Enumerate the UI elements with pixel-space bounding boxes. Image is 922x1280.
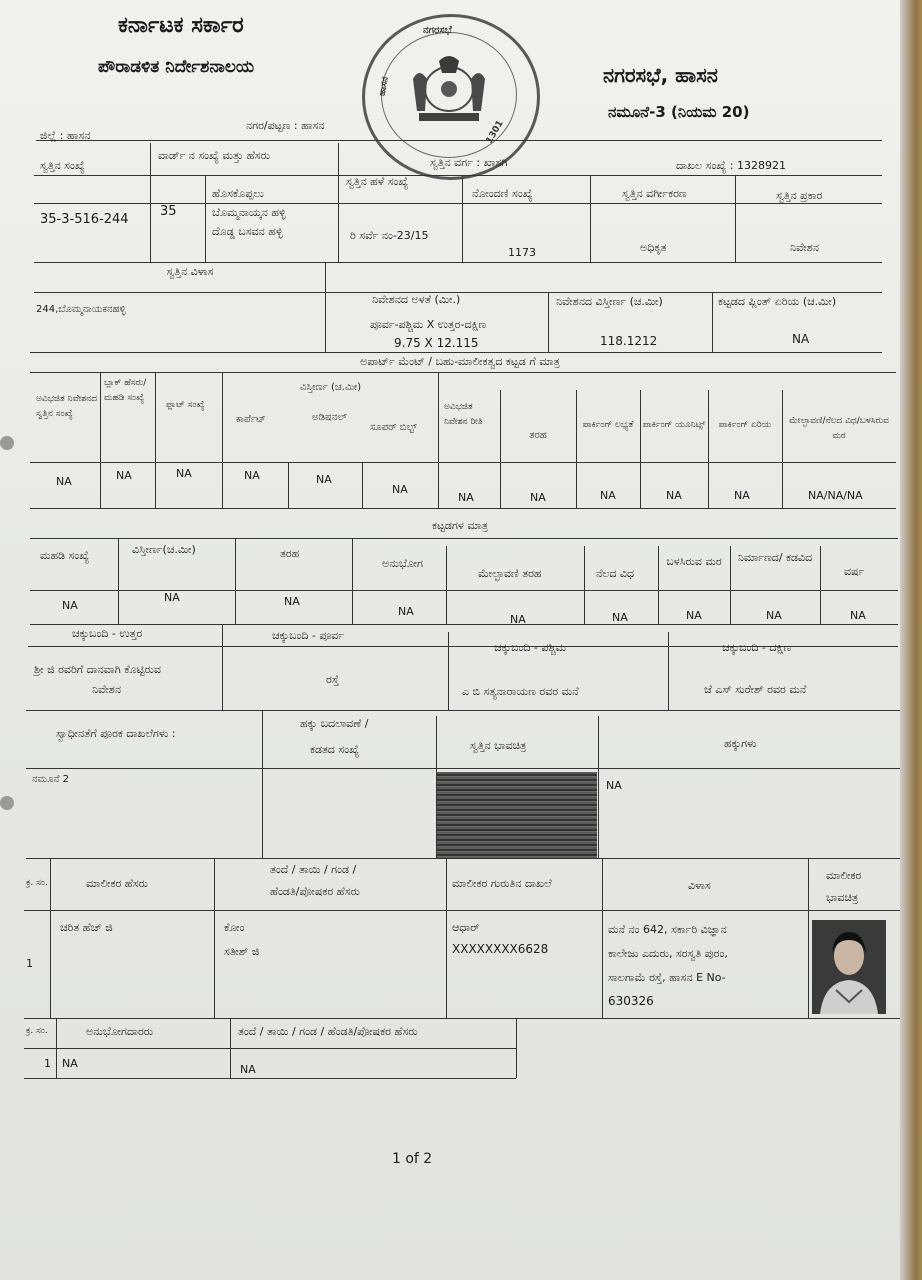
- paper-stack-edge: [900, 0, 922, 1280]
- apt-val-10: NA: [734, 489, 750, 502]
- address-header: ಸ್ವತ್ತಿನ ವಿಳಾಸ: [166, 265, 214, 278]
- apt-h-roof-floor-wood: ಮೇಲ್ಛಾವಣಿ/ನೆಲದ ವಿಧ/ಬಳಸಿರುವ ಮರ: [789, 416, 889, 441]
- bld-val-5: NA: [612, 611, 628, 624]
- prop-bottom-line: [34, 262, 882, 263]
- apartment-bottom-line: [30, 508, 896, 509]
- occupant-name: NA: [62, 1057, 78, 1070]
- docs-header-line: [26, 768, 900, 769]
- prop-header-line: [34, 175, 882, 176]
- property-class-label: ಸ್ವತ್ತಿನ ವರ್ಗ : ಖಾಸಗಿ: [430, 156, 508, 169]
- seal-side-text: ಹಾಸನ: [377, 76, 391, 97]
- bld-val-3: NA: [398, 605, 414, 618]
- bld-val-6: NA: [686, 609, 702, 622]
- bld-h-floor: ಮಹಡಿ ಸಂಖ್ಯೆ: [40, 549, 90, 562]
- bld-val-7: NA: [766, 609, 782, 622]
- property-photo-header: ಸ್ವತ್ತಿನ ಭಾವಚಿತ್ರ: [470, 739, 527, 752]
- page-number: 1 of 2: [392, 1151, 433, 1167]
- property-number: 35-3-516-244: [40, 212, 129, 227]
- plinth-area: NA: [792, 332, 810, 346]
- occupant-sno: 1: [44, 1057, 51, 1070]
- binder-hole-bottom: [0, 796, 14, 810]
- apt-val-2: NA: [176, 467, 192, 480]
- apt-val-1: NA: [116, 469, 132, 482]
- kind-header: ಸ್ವತ್ತಿನ ಪ್ರಕಾರ: [776, 189, 823, 202]
- supporting-document: ನಮೂನೆ 2: [32, 774, 69, 785]
- docs-bottom-line: [26, 858, 900, 859]
- ward-number: 35: [160, 204, 177, 219]
- ward-name-2: ಬೊಮ್ಮನಾಯ್ಕನ ಹಳ್ಳಿ: [212, 206, 286, 219]
- apt-h-carpet: ಕಾರ್ಪೆಟ್: [236, 414, 266, 425]
- ward-header: ವಾರ್ಡ್ ನ ಸಂಖ್ಯೆ ಮತ್ತು ಹೆಸರು: [158, 149, 270, 162]
- owner-relation-name: ಸತೀಶ್ ಜಿ: [224, 945, 260, 958]
- north-boundary-1: ಶ್ರೀ ಜಿ ರವರಿಗೆ ದಾನವಾಗಿ ಕೊಟ್ಟಿರುವ: [34, 663, 161, 676]
- east-boundary: ರಸ್ತೆ: [326, 673, 340, 686]
- boundary-bottom-line: [26, 710, 900, 711]
- occupant-header-line: [24, 1048, 516, 1049]
- ward-name-3: ದೊಡ್ಡ ಬಸವನ ಹಳ್ಳಿ: [212, 225, 283, 238]
- building-bottom-line: [30, 624, 898, 625]
- owner-portrait-icon: [812, 920, 886, 1014]
- building-top-line: [30, 538, 898, 539]
- apt-h-area-group: ವಿಸ್ತೀರ್ಣ (ಚ.ಮೀ): [300, 382, 362, 393]
- dimension-header: ನಿವೇಶನದ ಅಳತೆ (ಮೀ.): [372, 293, 461, 306]
- north-label: ಚಕ್ಕುಬಂದಿ - ಉತ್ತರ: [72, 627, 143, 640]
- occupant-relation-header: ತಂದೆ / ತಾಯಿ / ಗಂಡ / ಹೆಂಡತಿ/ಪೋಷಕರ ಹೆಸರು: [238, 1025, 418, 1038]
- seal-top-text: ನಗರಸಭೆ: [423, 25, 452, 36]
- bld-h-year: ವರ್ಷ: [844, 565, 865, 578]
- site-bottom-line: [30, 352, 882, 353]
- meta-top-line: [36, 140, 882, 141]
- city-label: ನಗರ/ಪಟ್ಟಣ : ಹಾಸನ: [246, 119, 325, 132]
- govt-title: ಕರ್ನಾಟಕ ಸರ್ಕಾರ: [118, 13, 244, 38]
- apt-val-7: NA: [530, 491, 546, 504]
- south-label: ಚಕ್ಕುಬಂದಿ - ದಕ್ಷಿಣ: [722, 641, 792, 654]
- state-emblem-icon: [399, 49, 499, 129]
- owner-address-4: 630326: [608, 994, 654, 1008]
- bld-h-roof: ಮೇಲ್ಛಾವಣಿ ತರಹ: [478, 567, 542, 580]
- site-dimension: 9.75 X 12.115: [394, 336, 479, 350]
- bld-h-floor-type: ನೆಲದ ವಿಧ: [596, 567, 635, 580]
- apartment-top-line: [30, 372, 896, 373]
- owner-id-number: XXXXXXXX6628: [452, 942, 549, 956]
- occupant-relation: NA: [240, 1063, 256, 1076]
- site-address: 244,ಬೊಮ್ಮನಾಯಕನಹಳ್ಳಿ: [36, 304, 126, 315]
- reg-no-header: ನೋಂದಣಿ ಸಂಖ್ಯೆ: [472, 187, 533, 200]
- bld-h-type: ತರಹ: [280, 547, 300, 560]
- owner-id-header: ಮಾಲೀಕರ ಗುರುತಿನ ದಾಖಲೆ: [452, 877, 552, 890]
- dimension-direction-label: ಪೂರ್ವ-ಪಶ್ಚಿಮ X ಉತ್ತರ-ದಕ್ಷಿಣ: [370, 318, 487, 331]
- apt-val-5: NA: [392, 483, 408, 496]
- owner-header-line: [24, 910, 906, 911]
- south-boundary: ಜೆ ಎಸ್ ಸುರೇಶ್ ರವರ ಮನೆ: [704, 683, 807, 696]
- owner-address-3: ಸಾಲಗಾಮೆ ರಸ್ತೆ, ಹಾಸನ E No-: [608, 971, 726, 984]
- property-kind: ನಿವೇಶನ: [790, 241, 819, 254]
- west-boundary: ಎ ಬಿ ಸತ್ಯನಾರಾಯಣ ರವರ ಮನೆ: [462, 685, 579, 698]
- old-no-header: ಸ್ವತ್ತಿನ ಹಳೆ ಸಂಖ್ಯೆ: [346, 175, 409, 188]
- owner-name-header: ಮಾಲೀಕರ ಹೆಸರು: [86, 877, 149, 890]
- apt-h-additional: ಅಡಿಷನಲ್: [312, 412, 347, 423]
- apt-val-0: NA: [56, 475, 72, 488]
- seal-bottom-text: 1301: [484, 118, 506, 146]
- binder-hole-top: [0, 436, 14, 450]
- north-boundary-2: ನಿವೇಶನ: [92, 683, 121, 696]
- owner-id-type: ಆಧಾರ್: [452, 921, 480, 934]
- rights-header: ಹಕ್ಕುಗಳು: [724, 737, 757, 750]
- transfer-header-2: ಕಡತದ ಸಂಖ್ಯೆ: [310, 743, 360, 756]
- bld-h-area: ವಿಸ್ತೀರ್ಣ(ಚ.ಮೀ): [132, 543, 196, 556]
- directorate-title: ಪೌರಾಡಳಿತ ನಿರ್ದೇಶನಾಲಯ: [98, 57, 255, 77]
- apartment-header-line: [30, 462, 896, 463]
- owner-relation-header-2: ಹೆಂಡತಿ/ಪೋಷಕರ ಹೆಸರು: [270, 885, 360, 898]
- bld-val-0: NA: [62, 599, 78, 612]
- bld-h-construction: ನಿರ್ಮಾಣದ/ ಕಡವಿದ: [737, 551, 813, 564]
- apt-h-type: ತರಹ: [529, 430, 547, 441]
- category-header: ಸ್ವತ್ತಿನ ವರ್ಗೀಕರಣ: [622, 187, 687, 200]
- property-photo: [437, 772, 597, 858]
- apt-h-undivided-type: ಅವಿಭಜಿತ ನಿವೇಶನ ರೀತಿ: [444, 402, 483, 427]
- bld-val-4: NA: [510, 613, 526, 626]
- transfer-header-1: ಹಕ್ಕು ಬದಲಾವಣೆ /: [300, 717, 369, 730]
- owner-address-header: ವಿಳಾಸ: [688, 879, 711, 892]
- building-section-title: ಕಟ್ಟಡಗಳ ಮಾತ್ರ: [432, 519, 488, 532]
- apt-h-flat: ಫ್ಲಾಟ್ ಸಂಖ್ಯೆ: [166, 400, 205, 410]
- owner-bottom-line: [24, 1018, 906, 1019]
- owner-sno-header: ಕ್ರ. ಸಂ.: [26, 878, 48, 888]
- apt-h-parking-area: ಪಾರ್ಕಿಂಗ್ ಏರಿಯ: [718, 420, 772, 430]
- property-no-header: ಸ್ವತ್ತಿನ ಸಂಖ್ಯೆ: [40, 159, 85, 172]
- owner-relation-type: ಕೋಂ: [224, 921, 245, 934]
- apt-h-super-built: ಸೂಪರ್ ಬಿಲ್ಟ್: [370, 422, 417, 433]
- owner-photo-header-2: ಭಾವಚಿತ್ರ: [826, 891, 859, 904]
- apt-val-8: NA: [600, 489, 616, 502]
- occupant-sno-header: ಕ್ರ. ಸಂ.: [26, 1026, 48, 1036]
- old-number: ರಿ ಸರ್ವೆ ನಂ-23/15: [350, 229, 429, 242]
- application-number: ದಾಖಲ ಸಂಖ್ಯೆ : 1328921: [676, 159, 786, 172]
- apt-val-9: NA: [666, 489, 682, 502]
- owner-relation-header-1: ತಂದೆ / ತಾಯಿ / ಗಂಡ /: [270, 863, 357, 876]
- owner-photo-header-1: ಮಾಲೀಕರ: [826, 869, 862, 882]
- property-category: ಅಧಿಕೃತ: [640, 241, 667, 254]
- plinth-header: ಕಟ್ಟಡದ ಪ್ಲಿಂತ್ ಏರಿಯ (ಚ.ಮೀ): [718, 295, 837, 308]
- occupant-name-header: ಅನುಭೋಗದಾರರು: [86, 1025, 154, 1038]
- owner-photo: [812, 920, 886, 1014]
- west-label: ಚಕ್ಕುಬಂದಿ - ಪಶ್ಚಿಮ: [494, 641, 567, 654]
- owner-name: ಚರಿತ ಹೆಚ್ ಜಿ: [60, 921, 113, 934]
- building-header-line: [30, 590, 898, 591]
- apt-h-parking-units: ಪಾರ್ಕಿಂಗ್ ಯೂನಿಟ್ಸ್: [642, 420, 706, 430]
- bld-h-wood: ಬಳಸಿರುವ ಮರ: [666, 555, 722, 568]
- ward-name-1: ಹೊಸಕೊಪ್ಪಲು: [212, 187, 264, 200]
- apt-h-block: ಬ್ಲಾಕ್ ಹೆಸರು/ ಮಹಡಿ ಸಂಖ್ಯೆ: [104, 378, 147, 403]
- apt-val-6: NA: [458, 491, 474, 504]
- apt-val-11: NA/NA/NA: [808, 489, 863, 502]
- rights-value: NA: [606, 779, 622, 792]
- bld-h-usage: ಅನುಭೋಗ: [382, 557, 423, 570]
- apt-val-3: NA: [244, 469, 260, 482]
- owner-address-2: ಕಾಲೇಜು ಎದುರು, ಸರಸ್ವತಿ ಪುರಂ,: [608, 947, 728, 960]
- registration-number: 1173: [508, 246, 536, 259]
- bld-val-1: NA: [164, 591, 180, 604]
- district-label: ಜಿಲ್ಲೆ : ಹಾಸನ: [40, 129, 91, 142]
- bld-val-2: NA: [284, 595, 300, 608]
- apt-val-4: NA: [316, 473, 332, 486]
- apt-h-parking-avail: ಪಾರ್ಕಿಂಗ್ ಲಭ್ಯತೆ: [582, 420, 634, 430]
- apartment-section-title: ಅಪಾರ್ಟ್ ಮೆಂಟ್ / ಬಹು-ಮಾಲೀಕತ್ವದ ಕಟ್ಟಡ ಗೆ ಮಾತ್ರ: [360, 355, 560, 368]
- owner-address-1: ಮನೆ ನಂ 642, ಸರ್ಕಾರಿ ವಿಜ್ಞಾನ: [608, 923, 727, 936]
- site-area-header: ನಿವೇಶನದ ವಿಸ್ತೀರ್ಣ (ಚ.ಮೀ): [556, 295, 663, 308]
- east-label: ಚಕ್ಕುಬಂದಿ - ಪೂರ್ವ: [272, 629, 345, 642]
- bld-val-8: NA: [850, 609, 866, 622]
- form-number: ನಮೂನೆ-3 (ನಿಯಮ 20): [608, 103, 750, 121]
- council-title: ನಗರಸಭೆ, ಹಾಸನ: [603, 63, 718, 87]
- occupant-bottom-line: [24, 1078, 516, 1079]
- apt-h-undivided-no: ಅವಿಭಜಿತ ನಿವೇಶನದ ಸ್ವತ್ತಿನ ಸಂಖ್ಯೆ: [36, 394, 98, 419]
- owner-sno: 1: [26, 957, 33, 970]
- docs-header: ಸ್ವಾಧೀನತೆಗೆ ಪೂರಕ ದಾಖಲೆಗಳು :: [56, 727, 176, 740]
- site-area: 118.1212: [600, 334, 658, 348]
